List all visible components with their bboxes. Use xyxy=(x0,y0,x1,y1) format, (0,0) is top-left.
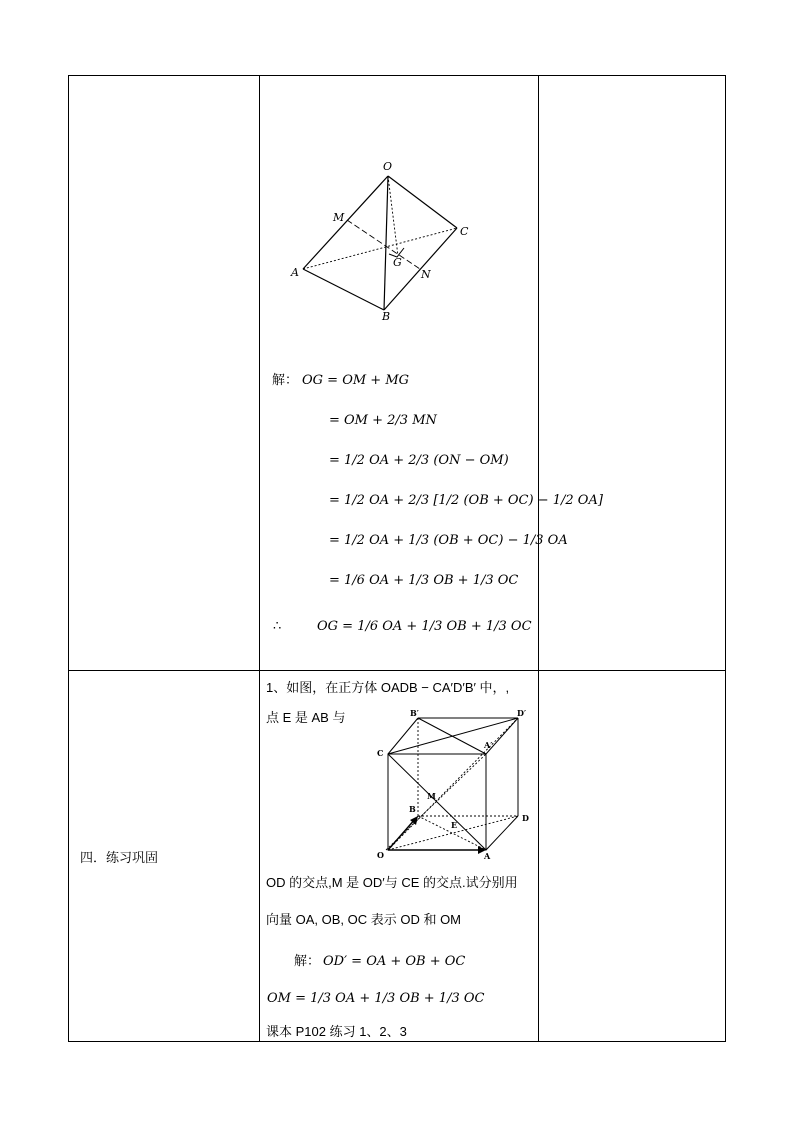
label-o: O xyxy=(383,160,393,173)
label-n: N xyxy=(421,268,431,281)
cube-label-c: C xyxy=(377,748,384,758)
cube-label-b: B xyxy=(409,804,416,814)
cube-label-d: D xyxy=(522,813,529,823)
tetrahedron-figure xyxy=(285,158,475,323)
problem-line-1: 1、如图，在正方体 OADB − CA′D′B′ 中，, xyxy=(266,680,510,695)
problem-line-3: OD 的交点,M 是 OD′与 CE 的交点.试分别用 xyxy=(266,875,518,890)
column-divider xyxy=(538,76,539,1041)
label-g: G xyxy=(393,256,402,269)
problem-line-2: 点 E 是 AB 与 xyxy=(266,710,346,725)
solution-line-4: = 1/2 OA + 2/3 [1/2 (OB + OC) − 1/2 OA] xyxy=(329,493,603,508)
solution-line-2: = OM + 2/3 MN xyxy=(329,413,437,428)
label-m: M xyxy=(333,211,345,224)
solution-line-5: = 1/2 OA + 1/3 (OB + OC) − 1/3 OA xyxy=(329,533,568,548)
cube-label-o: O xyxy=(377,850,384,860)
cube-label-m: M xyxy=(427,791,436,801)
textbook-reference: 课本 P102 练习 1、2、3 xyxy=(266,1024,407,1039)
solution-line-3: = 1/2 OA + 2/3 (ON − OM) xyxy=(329,453,509,468)
cube-label-a1: A′ xyxy=(484,740,493,750)
cube-label-a: A xyxy=(484,851,491,861)
answer-prefix: 解： xyxy=(294,954,321,969)
section-label: 四．练习巩固 xyxy=(80,850,159,865)
solution-line-6: = 1/6 OA + 1/3 OB + 1/3 OC xyxy=(329,573,519,588)
cube-figure xyxy=(372,706,537,866)
solution-conclusion: OG = 1/6 OA + 1/3 OB + 1/3 OC xyxy=(317,619,532,634)
row-divider xyxy=(69,670,725,671)
cube-label-d1: D′ xyxy=(517,708,527,718)
label-a: A xyxy=(291,266,299,279)
problem-line-4: 向量 OA, OB, OC 表示 OD 和 OM xyxy=(266,912,462,927)
answer-line-2: OM = 1/3 OA + 1/3 OB + 1/3 OC xyxy=(267,991,485,1006)
cube-label-b1: B′ xyxy=(410,708,419,718)
label-c: C xyxy=(460,225,469,238)
solution-prefix: 解： xyxy=(272,373,299,388)
cube-label-e: E xyxy=(451,820,458,830)
column-divider xyxy=(259,76,260,1041)
label-b: B xyxy=(382,310,391,323)
solution-line-1: OG = OM + MG xyxy=(302,373,410,388)
answer-line-1: OD′ = OA + OB + OC xyxy=(323,954,466,969)
therefore-symbol: ∴ xyxy=(273,619,282,634)
